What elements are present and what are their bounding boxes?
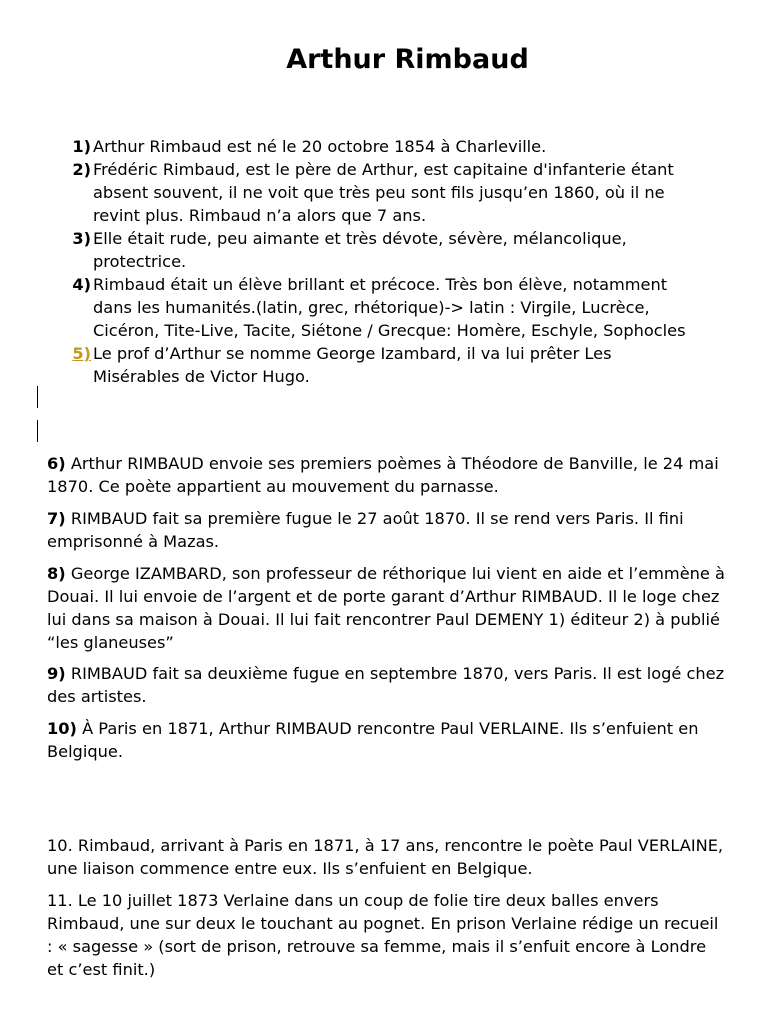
list-number: 3) xyxy=(72,229,91,248)
list-text: Rimbaud était un élève brillant et précoce. Très bon élève, notamment dans les humanités.(latin, grec, rhétorique)-> latin : Virgile, Lucrèce, Cicéron, Tite-Live, Tacite, Siétone / Grecque: Homère, Eschyle, Sophocles xyxy=(93,275,686,340)
list-item xyxy=(0,158,693,227)
paragraph xyxy=(47,662,727,708)
paragraph xyxy=(47,507,727,553)
paragraph-text: Arthur RIMBAUD envoie ses premiers poèmes à Théodore de Banville, le 24 mai 1870. Ce poète appartient au mouvement du parnasse. xyxy=(47,454,719,496)
paragraph-number: 8) xyxy=(47,564,66,583)
list-number: 2) xyxy=(72,160,91,179)
paragraph-number: 10) xyxy=(47,719,77,738)
paragraph-number: 6) xyxy=(47,454,66,473)
document-title: Arthur Rimbaud xyxy=(286,44,529,75)
list-item xyxy=(0,227,693,273)
list-number: 1) xyxy=(72,137,91,156)
list-text: Frédéric Rimbaud, est le père de Arthur, est capitaine d'infanterie étant absent souvent, il ne voit que très peu sont fils jusqu’en 1860, où il ne revint plus. Rimbaud n’a alors que 7 ans. xyxy=(93,160,674,225)
list-item xyxy=(0,342,693,388)
paragraph xyxy=(47,717,727,763)
paragraph xyxy=(47,562,727,654)
paragraph xyxy=(47,452,727,498)
numbered-list xyxy=(0,135,768,388)
list-item xyxy=(0,135,693,158)
paragraph-number: 7) xyxy=(47,509,66,528)
list-item xyxy=(0,273,693,342)
list-number: 4) xyxy=(72,275,91,294)
paragraph-number: 9) xyxy=(47,664,66,683)
text-cursor xyxy=(37,386,38,408)
list-number-highlighted: 5) xyxy=(72,344,91,363)
list-text: Arthur Rimbaud est né le 20 octobre 1854 à Charleville. xyxy=(93,137,547,156)
list-text: Le prof d’Arthur se nomme George Izambard, il va lui prêter Les Misérables de Victor Hugo. xyxy=(93,344,612,386)
paragraph-text: RIMBAUD fait sa deuxième fugue en septembre 1870, vers Paris. Il est logé chez des artistes. xyxy=(47,664,725,706)
paragraph: 11. Le 10 juillet 1873 Verlaine dans un coup de folie tire deux balles envers Rimbaud, une sur deux le touchant au pognet. En prison Verlaine rédige un recueil : « sagesse » (sort de prison, retrouve sa femme, mais il s’enfuit encore à Londre et c’est finit.) xyxy=(47,891,719,979)
text-cursor xyxy=(37,420,38,442)
paragraph: 10. Rimbaud, arrivant à Paris en 1871, à 17 ans, rencontre le poète Paul VERLAINE, une liaison commence entre eux. Ils s’enfuient en Belgique. xyxy=(47,836,724,878)
paragraph-text: À Paris en 1871, Arthur RIMBAUD rencontre Paul VERLAINE. Ils s’enfuient en Belgique. xyxy=(47,719,699,761)
paragraph-text: RIMBAUD fait sa première fugue le 27 août 1870. Il se rend vers Paris. Il fini emprisonné à Mazas. xyxy=(47,509,684,551)
list-text: Elle était rude, peu aimante et très dévote, sévère, mélancolique, protectrice. xyxy=(93,229,627,271)
paragraph-text: George IZAMBARD, son professeur de réthorique lui vient en aide et l’emmène à Douai. Il lui envoie de l’argent et de porte garant d’Arthur RIMBAUD. Il le loge chez lui dans sa maison à Douai. Il lui fait rencontrer Paul DEMENY 1) éditeur 2) à publié “les glaneuses” xyxy=(47,564,725,652)
